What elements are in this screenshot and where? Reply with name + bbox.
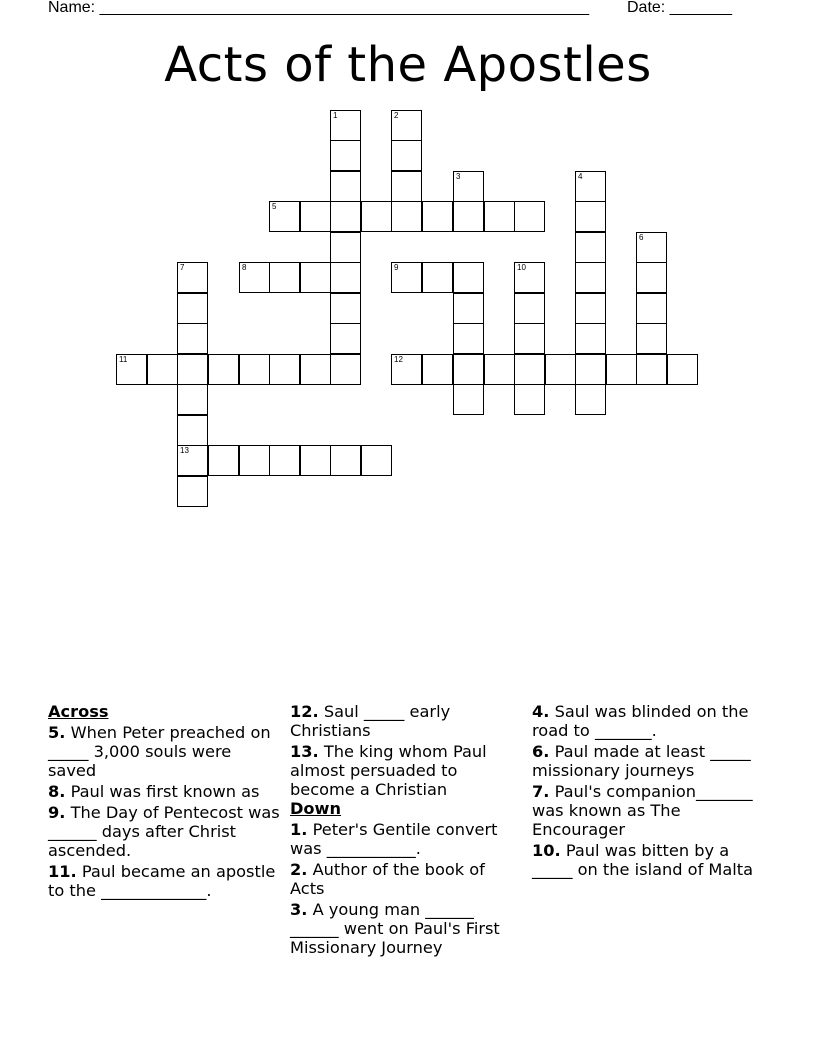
grid-cell[interactable] [177, 476, 208, 507]
grid-cell[interactable] [239, 354, 270, 385]
cell-number: 8 [242, 263, 247, 272]
grid-cell[interactable] [239, 262, 270, 293]
clue-down-3 [290, 900, 522, 957]
clue-number: 7. [532, 782, 550, 801]
grid-cell[interactable] [177, 415, 208, 446]
grid-cell[interactable] [177, 262, 208, 293]
grid-cell[interactable] [330, 232, 361, 263]
clue-number: 9. [48, 803, 66, 822]
grid-cell[interactable] [330, 171, 361, 202]
clue-text: The Day of Pentecost was ______ days after Christ ascended. [48, 803, 280, 860]
clue-text: Saul was blinded on the road to _______. [532, 702, 749, 740]
grid-cell[interactable] [453, 171, 484, 202]
grid-cell[interactable] [300, 201, 331, 232]
grid-cell[interactable] [330, 110, 361, 141]
clue-across-12 [290, 702, 522, 740]
clue-number: 3. [290, 900, 308, 919]
grid-cell[interactable] [636, 293, 667, 324]
clue-text: A young man ______ ______ went on Paul's First Missionary Journey [290, 900, 500, 957]
clue-text: Author of the book of Acts [290, 860, 485, 898]
grid-cell[interactable] [391, 354, 422, 385]
grid-cell[interactable] [300, 445, 331, 476]
grid-cell[interactable] [330, 323, 361, 354]
grid-cell[interactable] [147, 354, 178, 385]
clue-number: 8. [48, 782, 66, 801]
cell-number: 6 [639, 233, 644, 242]
clue-number: 13. [290, 742, 319, 761]
clue-across-9 [48, 803, 280, 860]
grid-cell[interactable] [269, 445, 300, 476]
clue-text: Paul was first known as [65, 782, 260, 801]
grid-cell[interactable] [177, 384, 208, 415]
grid-cell[interactable] [575, 323, 606, 354]
clue-across-8 [48, 782, 280, 801]
grid-cell[interactable] [330, 445, 361, 476]
grid-cell[interactable] [453, 262, 484, 293]
grid-cell[interactable] [667, 354, 698, 385]
grid-cell[interactable] [636, 323, 667, 354]
cell-number: 10 [517, 263, 526, 272]
grid-cell[interactable] [514, 293, 545, 324]
grid-cell[interactable] [575, 354, 606, 385]
grid-cell[interactable] [514, 262, 545, 293]
cell-number: 2 [394, 111, 399, 120]
grid-cell[interactable] [361, 201, 392, 232]
clue-number: 2. [290, 860, 308, 879]
grid-cell[interactable] [391, 262, 422, 293]
clue-number: 1. [290, 820, 308, 839]
grid-cell[interactable] [391, 110, 422, 141]
clue-text: The king whom Paul almost persuaded to become a Christian [290, 742, 487, 799]
grid-cell[interactable] [575, 171, 606, 202]
cell-number: 7 [180, 263, 185, 272]
grid-cell[interactable] [177, 354, 208, 385]
clue-text: Paul made at least _____ missionary journeys [532, 742, 751, 780]
cell-number: 5 [272, 202, 277, 211]
cell-number: 4 [578, 172, 583, 181]
clue-across-5 [48, 723, 280, 780]
grid-cell[interactable] [453, 201, 484, 232]
clue-text: Paul was bitten by a _____ on the island of Malta [532, 841, 754, 879]
grid-cell[interactable] [514, 323, 545, 354]
grid-cell[interactable] [269, 354, 300, 385]
grid-cell[interactable] [514, 354, 545, 385]
grid-cell[interactable] [391, 140, 422, 171]
grid-cell[interactable] [575, 384, 606, 415]
clues-column-2 [290, 702, 522, 957]
clue-number: 6. [532, 742, 550, 761]
grid-cell[interactable] [422, 262, 453, 293]
cell-number: 13 [180, 446, 189, 455]
grid-cell[interactable] [545, 354, 576, 385]
grid-cell[interactable] [514, 384, 545, 415]
date-field[interactable]: Date: _______ [627, 0, 732, 16]
down-heading: Down [290, 799, 342, 818]
clue-down-2 [290, 860, 522, 898]
clue-text: Paul became an apostle to the _____________. [48, 862, 276, 900]
grid-cell[interactable] [575, 293, 606, 324]
clue-number: 11. [48, 862, 77, 881]
clue-number: 4. [532, 702, 550, 721]
grid-cell[interactable] [177, 323, 208, 354]
grid-cell[interactable] [330, 354, 361, 385]
grid-cell[interactable] [330, 201, 361, 232]
clue-down-10 [532, 841, 764, 879]
grid-cell[interactable] [453, 384, 484, 415]
grid-cell[interactable] [391, 201, 422, 232]
grid-cell[interactable] [636, 354, 667, 385]
grid-cell[interactable] [391, 171, 422, 202]
page-title: Acts of the Apostles [164, 37, 652, 93]
cell-number: 12 [394, 355, 403, 364]
clue-down-4 [532, 702, 764, 740]
clue-across-11 [48, 862, 280, 900]
grid-cell[interactable] [453, 293, 484, 324]
grid-cell[interactable] [575, 262, 606, 293]
clue-number: 5. [48, 723, 66, 742]
grid-cell[interactable] [208, 445, 239, 476]
grid-cell[interactable] [330, 140, 361, 171]
cell-number: 9 [394, 263, 399, 272]
grid-cell[interactable] [636, 262, 667, 293]
clues-column-3 [532, 702, 764, 879]
clue-number: 10. [532, 841, 561, 860]
clue-text: Saul _____ early Christians [290, 702, 451, 740]
grid-cell[interactable] [269, 262, 300, 293]
grid-cell[interactable] [208, 354, 239, 385]
grid-cell[interactable] [606, 354, 637, 385]
grid-cell[interactable] [422, 354, 453, 385]
clue-across-13 [290, 742, 522, 799]
grid-cell[interactable] [575, 201, 606, 232]
clues-column-1 [48, 702, 280, 900]
cell-number: 1 [333, 111, 338, 120]
cell-number: 11 [119, 355, 128, 364]
grid-cell[interactable] [484, 201, 515, 232]
clue-text: Paul's companion_______ was known as The Encourager [532, 782, 753, 839]
grid-cell[interactable] [239, 445, 270, 476]
grid-cell[interactable] [422, 201, 453, 232]
clue-text: When Peter preached on _____ 3,000 souls were saved [48, 723, 271, 780]
clue-down-7 [532, 782, 764, 839]
cell-number: 3 [456, 172, 461, 181]
grid-cell[interactable] [453, 323, 484, 354]
grid-cell[interactable] [575, 232, 606, 263]
crossword-grid [0, 0, 816, 520]
grid-cell[interactable] [361, 445, 392, 476]
grid-cell[interactable] [116, 354, 147, 385]
grid-cell[interactable] [177, 293, 208, 324]
grid-cell[interactable] [636, 232, 667, 263]
grid-cell[interactable] [330, 262, 361, 293]
grid-cell[interactable] [300, 262, 331, 293]
grid-cell[interactable] [484, 354, 515, 385]
clue-down-6 [532, 742, 764, 780]
grid-cell[interactable] [177, 445, 208, 476]
clue-down-1 [290, 820, 522, 858]
grid-cell[interactable] [300, 354, 331, 385]
across-heading: Across [48, 702, 109, 721]
grid-cell[interactable] [453, 354, 484, 385]
clue-text: Peter's Gentile convert was ___________. [290, 820, 498, 858]
grid-cell[interactable] [514, 201, 545, 232]
grid-cell[interactable] [269, 201, 300, 232]
clue-number: 12. [290, 702, 319, 721]
name-field[interactable]: Name: _______________________________________________________ [48, 0, 589, 16]
grid-cell[interactable] [330, 293, 361, 324]
